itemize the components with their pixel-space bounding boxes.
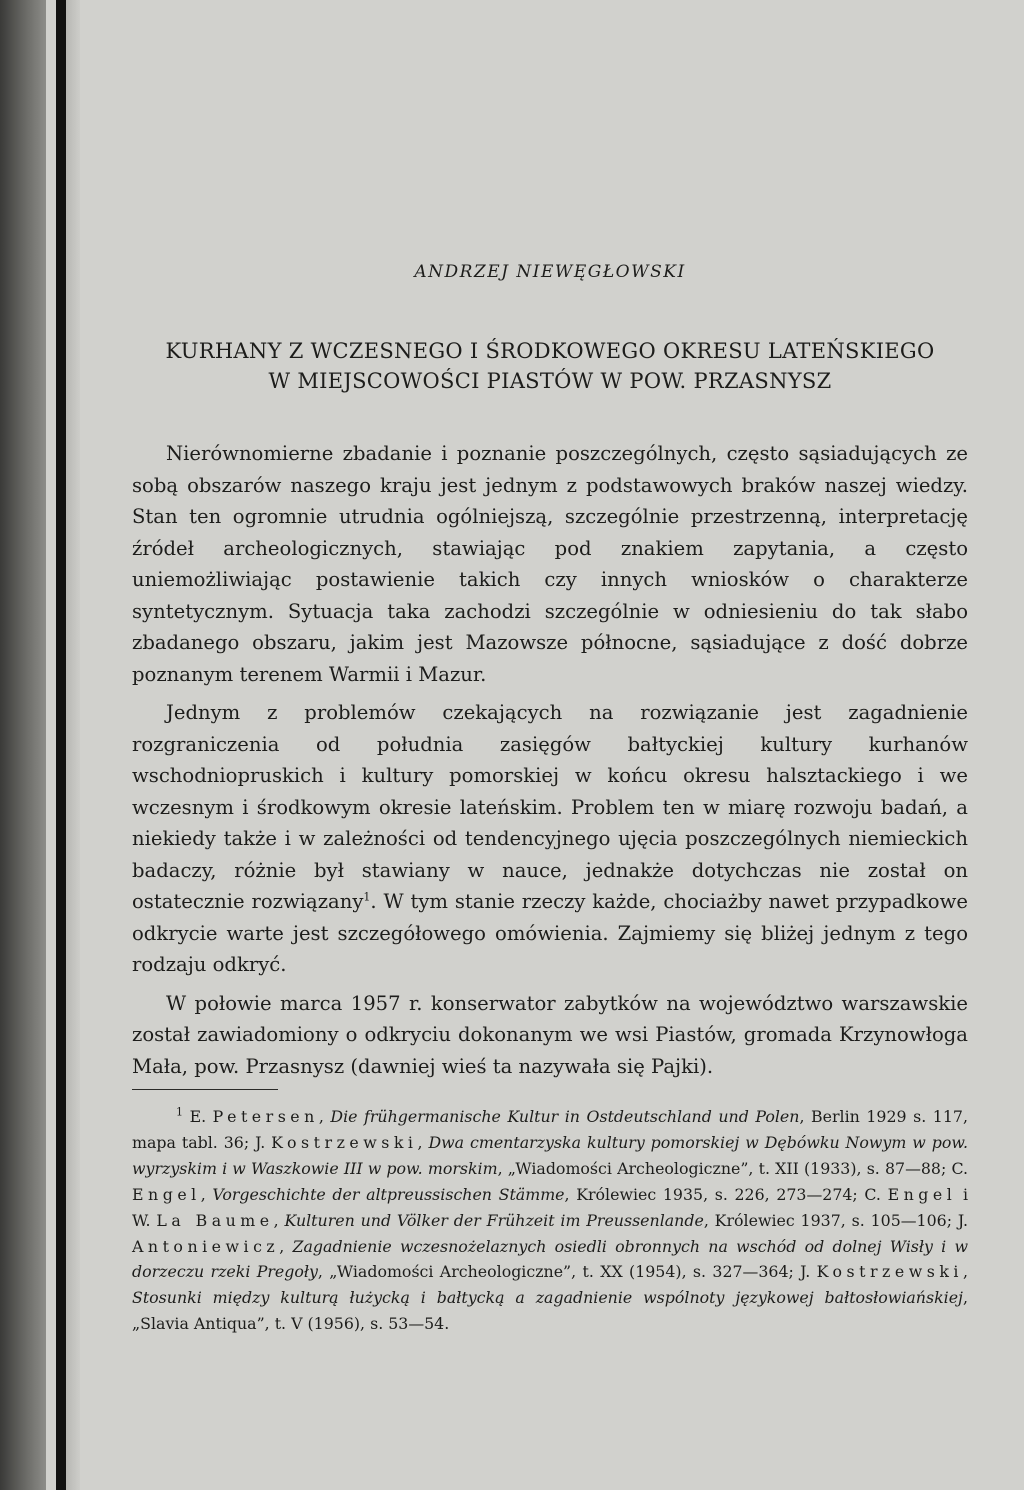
footnote-author: Petersen [212, 1107, 319, 1126]
footnote-segment: i W. [132, 1184, 968, 1230]
title-line: W MIEJSCOWOŚCI PIASTÓW W POW. PRZASNYSZ [268, 369, 832, 393]
footnote-segment: , [318, 1107, 331, 1126]
footnote-segment: , „Slavia Antiqua”, t. V (1956), s. 53—54. [132, 1288, 968, 1334]
article-page [132, 0, 968, 1490]
footnote-separator [132, 1089, 278, 1090]
footnote-author: Kostrzewski [816, 1262, 963, 1282]
footnote-segment: , [273, 1210, 285, 1230]
title-line: KURHANY Z WCZESNEGO I ŚRODKOWEGO OKRESU LATEŃSKIEGO [165, 339, 935, 363]
footnote-work-title: Vorgeschichte der altpreussischen Stämme [212, 1184, 565, 1204]
footnote-segment: , Królewiec 1937, s. 105—106; J. [703, 1210, 968, 1230]
footnote-author: La Baume [156, 1210, 274, 1230]
article-title [132, 336, 968, 396]
footnote-reference[interactable]: 1 [363, 890, 371, 904]
footnote-segment: , Berlin 1929 s. 117, mapa tabl. 36; J. [132, 1107, 968, 1152]
footnote-author: Kostrzewski [271, 1132, 418, 1152]
footnote-number: 1 [176, 1105, 183, 1119]
footnote [132, 1104, 968, 1337]
footnotes [132, 1104, 968, 1337]
author-name: ANDRZEJ NIEWĘGŁOWSKI [414, 262, 686, 282]
page-edge-band [66, 0, 80, 1490]
body-text: . W tym stanie rzeczy każde, chociażby nawet przypadkowe odkrycie warte jest szczegółowego omówienia. Zajmiemy się bliżej jednym z tego rodzaju odkryć. [132, 890, 968, 976]
footnote-segment: , [962, 1262, 968, 1282]
footnote-segment: , „Wiadomości Archeologiczne”, t. XX (1954), s. 327—364; J. [317, 1262, 817, 1282]
body-paragraph: Nierównomierne zbadanie i poznanie poszczególnych, często sąsiadujących ze sobą obszarów naszego kraju jest jednym z podstawowych braków naszej wiedzy. Stan ten ogromnie utrudnia ogólniejszą, szczególnie przestrzenną, interpretację źródeł archeologicznych, stawiając pod znakiem zapytania, a często uniemożliwiając postawienie takich czy innych wniosków o charakterze syntetycznym. Sytuacja taka zachodzi szczególnie w odniesieniu do tak słabo zbadanego obszaru, jakim jest Mazowsze północne, sąsiadujące z dość dobrze poznanym terenem Warmii i Mazur. [132, 442, 968, 686]
footnote-segment: , [279, 1236, 293, 1256]
article-body [132, 438, 968, 1082]
footnote-segment: , [417, 1132, 429, 1152]
footnote-segment: , [200, 1184, 213, 1204]
footnote-segment: , „Wiadomości Archeologiczne”, t. XII (1933), s. 87—88; C. [497, 1158, 968, 1178]
footnote-segment: E. [189, 1107, 213, 1126]
body-paragraph: W połowie marca 1957 r. konserwator zabytków na województwo warszawskie został zawiadomiony o odkryciu dokonanym we wsi Piastów, gromada Krzynowłoga Mała, pow. Przasnysz (dawniej wieś ta nazywała się Pajki). [132, 991, 968, 1078]
footnote-work-title: Kulturen und Völker der Frühzeit im Preussenlande [284, 1210, 704, 1230]
footnote-work-title: Dwa cmentarzyska kultury pomorskiej w Dębówku Nowym w pow. wyrzyskim i w Waszkowie III w pow. morskim [132, 1132, 968, 1178]
binding-bar [56, 0, 66, 1490]
body-paragraph [132, 697, 968, 981]
footnote-author: Antoniewicz [132, 1236, 280, 1256]
footnote-work-title: Zagadnienie wczesnożelaznych osiedli obronnych na wschód od dolnej Wisły i w dorzeczu rzeki Pregoły [132, 1236, 968, 1282]
footnote-author: Engel [132, 1184, 201, 1204]
footnote-work-title: Stosunki między kulturą łużycką i bałtycką a zagadnienie wspólnoty językowej bałtosłowiańskiej [132, 1288, 963, 1308]
footnote-author: Engel [887, 1184, 957, 1204]
footnote-work-title: Die frühgermanische Kultur in Ostdeutschland und Polen [330, 1107, 800, 1126]
footnote-segment: , Królewiec 1935, s. 226, 273—274; C. [564, 1184, 888, 1204]
body-text: Jednym z problemów czekających na rozwiązanie jest zagadnienie rozgraniczenia od południa zasięgów bałtyckiej kultury kurhanów wschodniopruskich i kultury pomorskiej w końcu okresu halsztackiego i we wczesnym i środkowym okresie lateńskim. Problem ten w miarę rozwoju badań, a niekiedy także i w zależności od tendencyjnego ujęcia poszczególnych niemieckich badaczy, różnie był stawiany w nauce, jednakże dotychczas nie został on ostatecznie rozwiązany [132, 701, 968, 913]
page-edge-shadow [0, 0, 46, 1490]
footnote-text [132, 1107, 968, 1333]
